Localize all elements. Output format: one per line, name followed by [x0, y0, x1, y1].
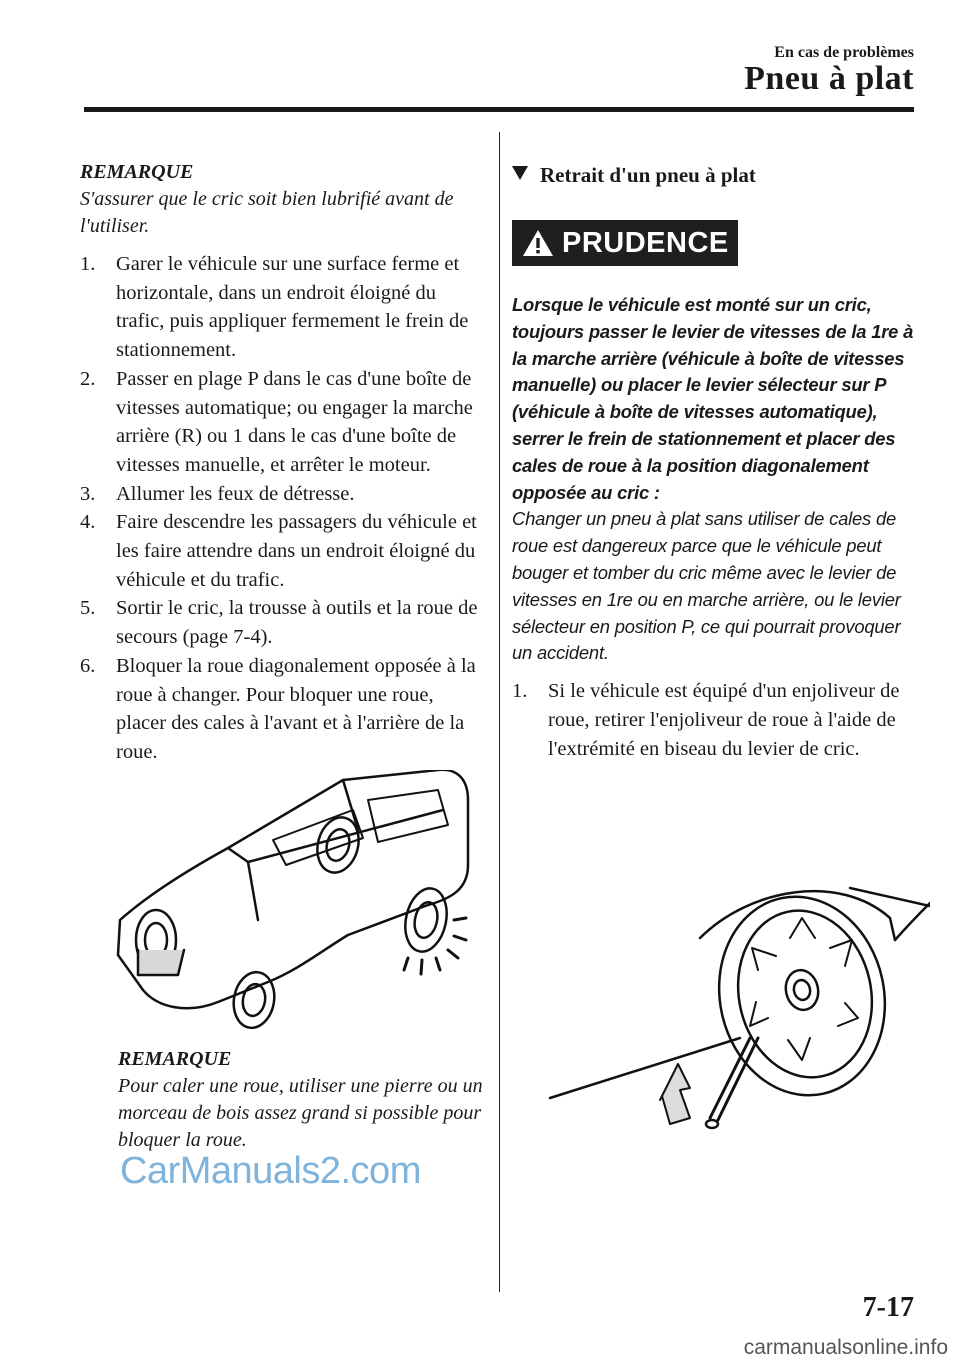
wheel-cover-removal-illustration: [540, 878, 930, 1140]
note-text: Pour caler une roue, utiliser une pierre ou un morceau de bois assez grand si possible pour bloquer la roue.: [118, 1075, 483, 1151]
step-number: 5.: [80, 597, 96, 620]
note-text: S'assurer que le cric soit bien lubrifié avant de l'utiliser.: [80, 188, 454, 237]
step-number: 1.: [80, 253, 96, 275]
step-text: Si le véhicule est équipé d'un enjoliveur de roue, retirer l'enjoliveur de roue à l'aide de l'extrémité en biseau du levier de cric.: [548, 680, 900, 760]
step-text: Sortir le cric, la trousse à outils et la roue de secours (page 7-4).: [116, 597, 478, 649]
list-item: [80, 652, 485, 767]
step-number: 4.: [80, 511, 96, 534]
header-rule: [84, 107, 914, 112]
page-number: 7-17: [862, 1292, 914, 1323]
section-heading: [512, 158, 922, 192]
step-text: Passer en plage P dans le cas d'une boîte de vitesses automatique; ou engager la marche arrière (R) ou 1 dans le cas d'une boîte de vitesses manuelle, et arrêter le moteur.: [116, 367, 473, 476]
page-title: Pneu à plat: [744, 60, 914, 97]
step-text: Faire descendre les passagers du véhicule et les faire attendre dans un endroit éloigné du véhicule et du trafic.: [116, 511, 477, 591]
caution-bold-text: Lorsque le véhicule est monté sur un cric, toujours passer le levier de vitesses de la 1re à la marche arrière (véhicule à boîte de vitesses manuelle) ou placer le levier sélecteur sur P (véhicule à boîte de vitesses automatique), serrer le frein de stationnement et placer des cales de roue à la position diagonalement opposée au cric :: [512, 294, 914, 503]
triangle-marker-icon: [512, 166, 528, 180]
steps-list: [80, 250, 485, 767]
caution-badge: [512, 220, 738, 266]
note-title: REMARQUE: [80, 161, 194, 183]
steps-list: [512, 677, 922, 763]
chock-note: [118, 1045, 488, 1154]
step-text: Allumer les feux de détresse.: [116, 482, 355, 505]
step-text: Garer le véhicule sur une surface ferme et horizontale, dans un endroit éloigné du trafic, puis appliquer fermement le frein de stationnement.: [116, 253, 469, 362]
step-number: 6.: [80, 654, 96, 677]
warning-icon: [522, 229, 554, 257]
list-item: [80, 250, 485, 365]
list-item: [80, 365, 485, 480]
car-wheel-chock-illustration: [108, 770, 480, 1038]
section-heading-text: Retrait d'un pneu à plat: [540, 163, 756, 187]
list-item: [80, 480, 485, 509]
right-column: [512, 158, 922, 763]
list-item: [80, 508, 485, 594]
step-number: 1.: [512, 680, 528, 703]
left-column: [80, 158, 485, 767]
step-number: 2.: [80, 367, 96, 390]
step-number: 3.: [80, 482, 96, 505]
list-item: [80, 594, 485, 651]
caution-text: Changer un pneu à plat sans utiliser de cales de roue est dangereux parce que le véhicule peut bouger et tomber du cric même avec le levier de vitesses en 1re ou en marche arrière, ou le levier sélecteur en position P, ce qui pourrait provoquer un accident.: [512, 508, 901, 664]
column-divider: [499, 132, 500, 1292]
section-title: En cas de problèmes: [774, 44, 914, 61]
caution-label: PRUDENCE: [562, 226, 729, 259]
step-text: Bloquer la roue diagonalement opposée à la roue à changer. Pour bloquer une roue, placer des cales à l'avant et à l'arrière de la roue.: [116, 654, 476, 763]
note-title: REMARQUE: [118, 1048, 232, 1070]
list-item: [512, 677, 922, 763]
watermark: CarManuals2.com: [120, 1150, 421, 1192]
footer-site-text: carmanualsonline.info: [743, 1336, 948, 1359]
